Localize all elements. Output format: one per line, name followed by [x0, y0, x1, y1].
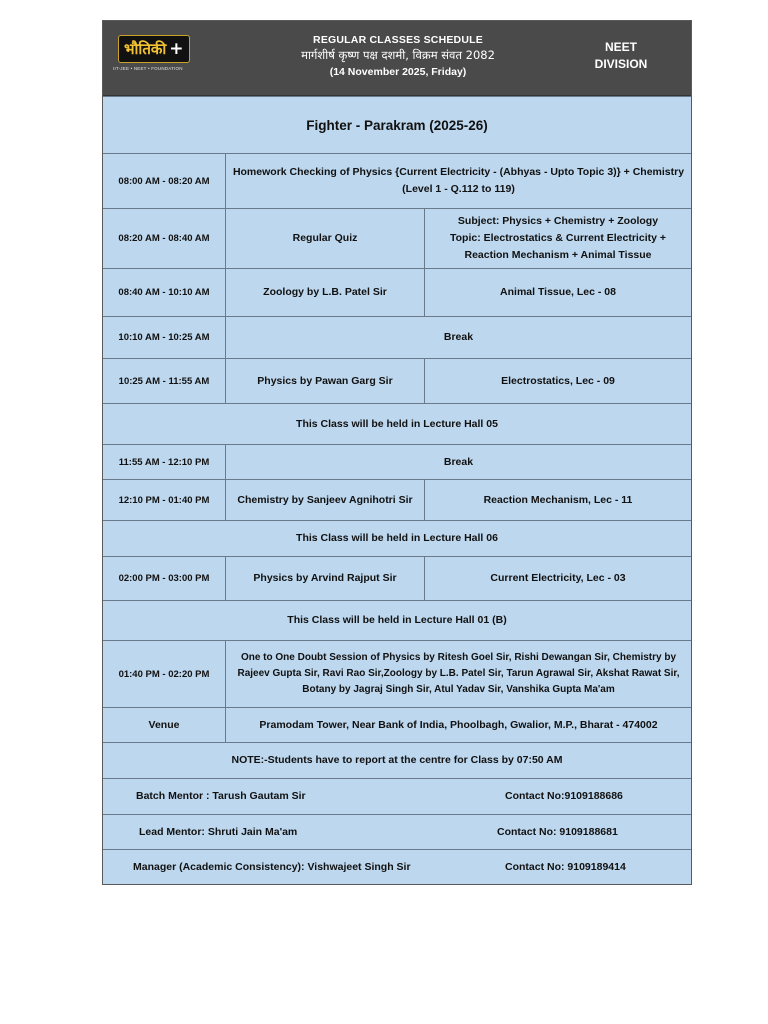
activity-detail	[425, 209, 691, 268]
mentor-name: Manager (Academic Consistency): Vishwajeet Singh Sir	[133, 860, 411, 873]
time-slot: 11:55 AM - 12:10 PM	[103, 445, 226, 479]
contact-number: Contact No:9109188686	[505, 790, 623, 802]
logo-mark	[118, 35, 190, 63]
batch-title: Fighter - Parakram (2025-26)	[306, 117, 488, 133]
schedule-row	[103, 444, 691, 479]
logo-plus: +	[169, 39, 184, 59]
logo	[113, 33, 189, 85]
division-line1: NEET	[604, 40, 637, 54]
venue-label: Venue	[103, 708, 226, 742]
logo-text: भौतिकी	[124, 40, 167, 58]
division-line2: DIVISION	[594, 57, 648, 71]
header-title-block	[253, 34, 543, 78]
schedule-heading: REGULAR CLASSES SCHEDULE	[313, 34, 483, 46]
activity-detail: Reaction Mechanism, Lec - 11	[483, 493, 633, 506]
contact-row	[103, 814, 691, 849]
mentor-name: Batch Mentor : Tarush Gautam Sir	[136, 790, 306, 802]
schedule-row	[103, 208, 691, 268]
hall-note: This Class will be held in Lecture Hall 01 (B)	[287, 614, 507, 626]
logo-tagline: IIT-JEE • NEET • FOUNDATION	[113, 66, 183, 71]
time-slot: 01:40 PM - 02:20 PM	[103, 641, 226, 707]
schedule-row	[103, 153, 691, 208]
batch-title-row	[103, 96, 691, 153]
activity-name: Physics by Pawan Garg Sir	[226, 359, 425, 403]
activity-name: Chemistry by Sanjeev Agnihotri Sir	[226, 480, 425, 520]
activity-name: Zoology by L.B. Patel Sir	[226, 269, 425, 316]
quiz-topic: Topic: Electrostatics & Current Electricity +	[450, 232, 666, 244]
quiz-subject: Subject: Physics + Chemistry + Zoology	[457, 215, 659, 227]
activity-detail: Animal Tissue, Lec - 08	[500, 286, 616, 298]
schedule-row	[103, 316, 691, 358]
doubt-session-text: One to One Doubt Session of Physics by Ritesh Goel Sir, Rishi Dewangan Sir, Chemistry by Rajeev Gupta Sir, Ravi Rao Sir,Zoology by L.B. Patel Sir, Tarun Agrawal Sir, Akshat Rawat Sir, Botany by Jagraj Singh Sir, Atul Yadav Sir, Vanshika Gupta Ma'am	[237, 652, 680, 695]
time-slot: 10:10 AM - 10:25 AM	[103, 317, 226, 358]
schedule-row	[103, 556, 691, 600]
header-banner	[103, 21, 691, 96]
schedule-row	[103, 358, 691, 403]
hindi-date: मार्गशीर्ष कृष्ण पक्ष दशमी, विक्रम संवत 2082	[301, 48, 495, 62]
schedule-row	[103, 268, 691, 316]
contact-number: Contact No: 9109188681	[497, 825, 618, 838]
hall-note-row	[103, 600, 691, 640]
hall-note-row	[103, 520, 691, 556]
activity-text: Homework Checking of Physics {Current Electricity - (Abhyas - Upto Topic 3)} + Chemistry (Level 1 - Q.112 to 119)	[232, 166, 685, 195]
time-slot: 08:40 AM - 10:10 AM	[103, 269, 226, 316]
division-label	[581, 39, 661, 73]
activity-name: Physics by Arvind Rajput Sir	[226, 557, 425, 600]
activity-name: Regular Quiz	[226, 209, 425, 268]
venue-row	[103, 707, 691, 742]
quiz-topic-cont: Reaction Mechanism + Animal Tissue	[464, 249, 652, 261]
hall-note: This Class will be held in Lecture Hall 06	[296, 532, 498, 544]
contact-row	[103, 778, 691, 814]
activity-detail: Electrostatics, Lec - 09	[501, 374, 615, 387]
break-label: Break	[443, 331, 474, 343]
schedule-row	[103, 479, 691, 520]
venue-address: Pramodam Tower, Near Bank of India, Phoolbagh, Gwalior, M.P., Bharat - 474002	[259, 718, 658, 731]
break-label: Break	[443, 455, 474, 468]
time-slot: 10:25 AM - 11:55 AM	[103, 359, 226, 403]
contact-row	[103, 849, 691, 884]
activity-detail: Current Electricity, Lec - 03	[490, 572, 626, 584]
time-slot: 12:10 PM - 01:40 PM	[103, 480, 226, 520]
report-note: NOTE:-Students have to report at the centre for Class by 07:50 AM	[231, 754, 563, 766]
time-slot: 08:20 AM - 08:40 AM	[103, 209, 226, 268]
mentor-name: Lead Mentor: Shruti Jain Ma'am	[139, 825, 298, 838]
schedule-row	[103, 640, 691, 707]
schedule-sheet	[102, 20, 692, 885]
hall-note: This Class will be held in Lecture Hall 05	[296, 417, 498, 430]
time-slot: 02:00 PM - 03:00 PM	[103, 557, 226, 600]
time-slot: 08:00 AM - 08:20 AM	[103, 154, 226, 208]
hall-note-row	[103, 403, 691, 444]
contact-number: Contact No: 9109189414	[505, 860, 626, 873]
note-row	[103, 742, 691, 778]
schedule-date: (14 November 2025, Friday)	[329, 66, 467, 78]
